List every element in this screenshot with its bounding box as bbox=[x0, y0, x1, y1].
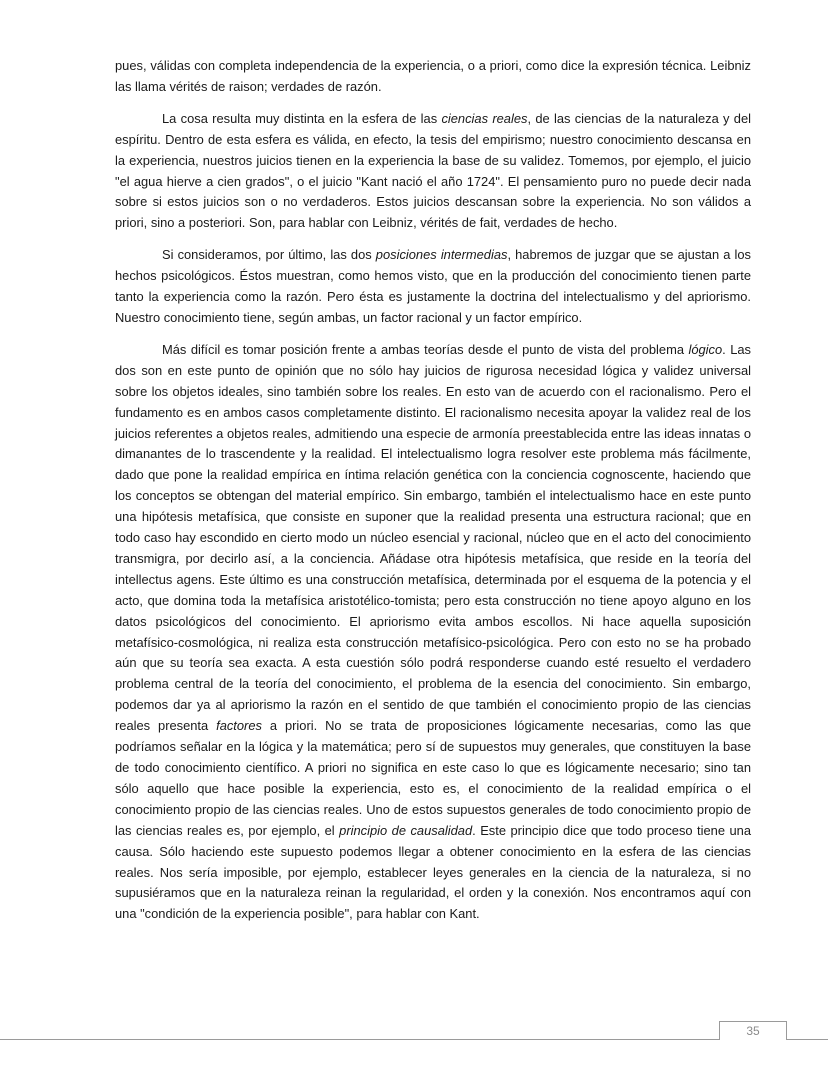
page-number: 35 bbox=[746, 1024, 760, 1038]
emphasis-ciencias-reales: ciencias reales bbox=[441, 110, 528, 126]
paragraph-2-text-a: La cosa resulta muy distinta en la esfera de las bbox=[162, 110, 442, 126]
paragraph-3-text-a: Si consideramos, por último, las dos bbox=[162, 247, 376, 263]
paragraph-1 bbox=[115, 56, 751, 98]
paragraph-3-text-b: , habremos de juzgar que se ajustan a los hechos psicológicos. Éstos muestran, como hemos visto, que en la producción del conocimiento tienen parte tanto la experiencia como la razón. Pero ésta es justamente la doctrina del intelectualismo y del apriorismo. Nuestro conocimiento tiene, según ambas, un factor racional y un factor empírico. bbox=[115, 247, 752, 325]
emphasis-factores: factores bbox=[216, 718, 262, 734]
emphasis-principio-de-causalidad: principio de causalidad bbox=[339, 822, 473, 838]
paragraph-4 bbox=[115, 340, 751, 925]
paragraph-3 bbox=[115, 245, 751, 329]
paragraph-4-text-d: . Este principio dice que todo proceso tiene una causa. Sólo haciendo este supuesto podemos llegar a obtener conocimiento en la esfera de las ciencias reales. Nos sería imposible, por ejemplo, establecer leyes generales en la ciencia de la naturaleza, si no supusiéramos que en la naturaleza reinan la regularidad, el orden y la conexión. Nos encontramos aquí con una "condición de la experiencia posible", para hablar con Kant. bbox=[115, 822, 751, 922]
paragraph-4-text-b: . Las dos son en este punto de opinión que no sólo hay juicios de rigurosa necesidad lógica y validez universal sobre los objetos ideales, sino también sobre los reales. En esto van de acuerdo con el racionalismo. Pero el fundamento es en ambos casos completamente distinto. El racionalismo necesita apoyar la validez real de los juicios referentes a objetos reales, admitiendo una especie de armonía preestablecida entre las ideas innatas o dimanantes de lo trascendente y la realidad. El intelectualismo logra resolver este problema más fácilmente, dado que pone la realidad empírica en íntima relación genética con la conciencia cognoscente, haciendo que los conceptos se obtengan del material empírico. Sin embargo, también el intelectualismo hace en este punto una hipótesis metafísica, que consiste en suponer que la realidad presenta una estructura racional; que en todo caso hay escondido en cierto modo un núcleo esencial y racional, núcleo que en el acto del conocimiento transmigra, por decirlo así, a la conciencia. Añádase otra hipótesis metafísica, que reside en la teoría del intellectus agens. Este último es una construcción metafísica, determinada por el esquema de la potencia y el acto, que domina toda la metafísica aristotélico-tomista; pero esta construcción no tiene apoyo alguno en los datos psicológicos del conocimiento. El apriorismo evita ambos escollos. Ni hace aquella suposición metafísico-cosmológica, ni realiza esta construcción metafísico-psicológica. Pero con esto no se ha probado aún que su teoría sea exacta. A esta cuestión sólo podrá responderse cuando esté resuelto el verdadero problema central de la teoría del conocimiento, el problema de la esencia del conocimiento. Sin embargo, podemos dar ya al apriorismo la razón en el sentido de que también el conocimiento propio de las ciencias reales presenta bbox=[115, 341, 751, 734]
paragraph-2 bbox=[115, 109, 751, 234]
emphasis-posiciones-intermedias: posiciones intermedias bbox=[375, 247, 508, 263]
paragraph-4-text-a: Más difícil es tomar posición frente a ambas teorías desde el punto de vista del problema bbox=[162, 341, 689, 357]
paragraph-4-text-c: a priori. No se trata de proposiciones lógicamente necesarias, como las que podríamos señalar en la lógica y la matemática; pero sí de supuestos muy generales, que constituyen la base de todo conocimiento científico. A priori no significa en este caso lo que es lógicamente necesario; sino tan sólo aquello que hace posible la experiencia, esto es, el conocimiento de la realidad empírica o el conocimiento propio de las ciencias reales. Uno de estos supuestos generales de todo conocimiento propio de las ciencias reales es, por ejemplo, el bbox=[115, 718, 751, 838]
paragraph-2-text-b: , de las ciencias de la naturaleza y del espíritu. Dentro de esta esfera es válida, en efecto, la tesis del empirismo; nuestro conocimiento descansa en la experiencia, nuestros juicios tienen en la experiencia la base de su validez. Tomemos, por ejemplo, el juicio "el agua hierve a cien grados", o el juicio "Kant nació el año 1724". El pensamiento puro no puede decir nada sobre si estos juicios son o no verdaderos. Estos juicios descansan sobre la experiencia. No son válidos a priori, sino a posteriori. Son, para hablar con Leibniz, vérités de fait, verdades de hecho. bbox=[115, 110, 751, 231]
footer-rule bbox=[0, 1039, 828, 1040]
emphasis-logico: lógico bbox=[688, 341, 723, 357]
page-number-box bbox=[719, 1021, 787, 1040]
document-body bbox=[115, 56, 751, 936]
paragraph-1-text: pues, válidas con completa independencia de la experiencia, o a priori, como dice la expresión técnica. Leibniz las llama vérités de raison; verdades de razón. bbox=[115, 58, 751, 94]
